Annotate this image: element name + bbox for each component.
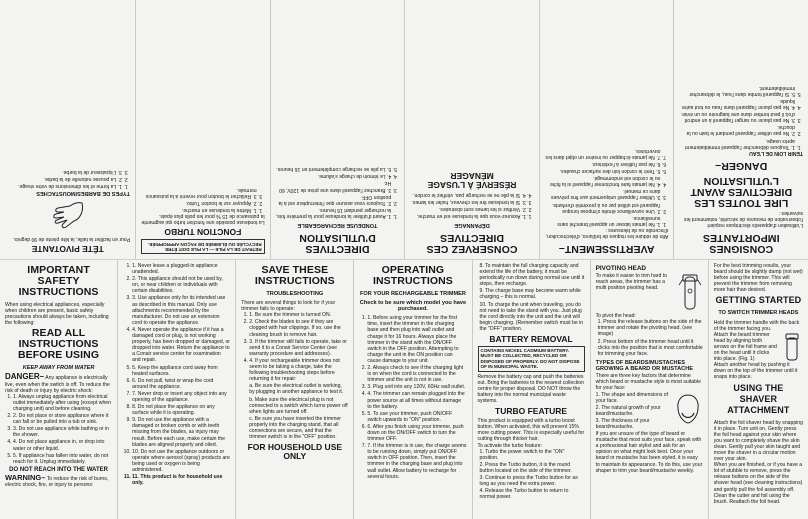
list-item: 4. 4. Ne pas placer l'appareil dans l'eau ou tout autre liquide. <box>679 98 795 110</box>
fr-warning-list <box>545 148 669 227</box>
list-item: 4. 4. Never operate the appliance if it has a damaged cord or plug, is not working properly, has been dropped or damaged, or dropped into water. Return the appliance to a Conair service center for examination and repair. <box>132 327 230 364</box>
pivot-text: To make it easier to trim hard to reach areas, the trimmer has a multi position pivoting head. <box>595 273 667 292</box>
pivot-intro-row <box>596 273 703 313</box>
list-item: 3. 3. Branchez l'appareil dans une prise de 120V, 60 Hz. <box>276 180 392 192</box>
fr-turbo-list <box>141 187 265 213</box>
fr-types-list <box>5 168 130 188</box>
fr-col-tete <box>0 0 135 259</box>
list-item: 2. 2. Ne pas utiliser l'appareil pendant le bain ou la douche. <box>679 124 795 136</box>
fr-col-consignes <box>673 0 808 259</box>
troubleshooting-title: TROUBLESHOOTING <box>266 291 324 297</box>
fr-operating-list <box>276 166 400 219</box>
list-item: 6. 6. Ne pas l'utiliser à l'extérieur. <box>545 161 661 167</box>
getting-started-sub: TO SWITCH TRIMMER HEADS <box>718 310 799 317</box>
list-item: 6. 6. After you finish using your trimmer, push down on the ON/OFF switch to turn the trimmer OFF. <box>367 424 466 442</box>
household-title: FOR HOUSEHOLD USE ONLY <box>247 442 343 462</box>
list-item: 2. 2. Toujours vous assurer que l'interrupteur est à la position OFF. <box>276 194 392 206</box>
battery-warning-box: CONTAINS NICKEL CADMIUM BATTERY. MUST BE COLLECTED, RECYCLED OR DISPOSED OF PROPERLY. DO NOT DISPOSE OF IN MUNICIPAL WASTE. <box>478 346 585 372</box>
types-title: TYPES OF BEARDS/MUSTACHES GROWING A BEARD OR MUSTACHE <box>595 359 693 373</box>
getting-started-intro: For the best trimming results, your beard should be slightly damp (not wet) before using the trimmer. This will prevent the trimmer from removing more hair than desired. <box>713 263 803 294</box>
list-item: 5. 5. Si l'appareil tombe dans l'eau, le débrancher immédiatement. <box>679 85 795 97</box>
fr-pivot-title: TÊTE PIVOTANTE <box>31 244 104 254</box>
types-text: If you are unsure of the type of beard or mustache that most suits your face, speak with a professional hair stylist and ask for an opinion on what might look best. Once your beard or mustache has been styled, it is easy to maintain its appearance. To do this, use your shaper to trim your beard/mustache weekly. <box>595 431 703 474</box>
list-item: 4. 4. The trimmer can remain plugged into the power source at all times without damage to the battery. <box>367 391 466 409</box>
operating-check: Check to be sure which model you have purchased. <box>359 300 467 313</box>
fr-household-title: RÉSERVÉ À L'USAGE MÉNAGER <box>427 170 517 190</box>
list-item: 1. 1. Avant d'utiliser la tondeuse pour la première fois, la recharger pendant 16 heures. <box>276 207 392 219</box>
fr-troubleshooting-list <box>410 192 534 219</box>
fr-consignes-title: CONSIGNES IMPORTANTES <box>702 232 780 255</box>
getting-started-row <box>714 332 803 362</box>
trimmer-icon <box>677 273 703 313</box>
getting-started-text-1: Hold the trimmer handle with the back of the trimmer facing you. <box>713 319 800 332</box>
fr-operating-sub: TONDEUSE RECHARGEABLE <box>297 222 378 228</box>
shaver-title: USING THE SHAVER ATTACHMENT <box>727 382 790 415</box>
fr-battery-box: RETRAIT DE LA PILE — LA PILE DOIT ÊTRE RECYCLÉE OU ÉLIMINÉE DE FAÇON APPROPRIÉE. <box>141 239 265 254</box>
list-item: 2. 2. La pousse naturelle de la barbe. <box>5 176 122 182</box>
list-item: 3. 3. Use appliance only for its intended use as described in this manual. Only use attachments recommended by the manufacturer. Do not use an extension cord to operate the appliance. <box>132 295 230 325</box>
list-item: 5. 5. To use your trimmer, push ON/OFF switch upwards to "ON" position. <box>367 411 466 423</box>
save-title: SAVE THESE INSTRUCTIONS <box>254 264 335 287</box>
list-item: 3. The thickness of your beard/mustache. <box>595 417 650 431</box>
list-item: 1. 1. Mettre la tondeuse en marche. <box>141 207 257 213</box>
fr-troubleshooting-title: DÉPANNAGE <box>454 222 490 228</box>
fr-operating-title: DIRECTIVES D'UTILISATION <box>299 232 376 255</box>
shaver-text-2: When you are finished, or if you have a lot of stubble to remove, press the release buttons on the side of the shaver head (see cleaning instructions) and gently pull the foil assembly off. Clean the cutter and foil using the brush. Reattach the foil head. <box>713 462 803 505</box>
list-item: 5. 5. If appliance has fallen into water, do not reach for it. Unplug immediately. <box>13 453 112 465</box>
types-row <box>596 392 703 432</box>
list-item: a. Be sure the electrical outlet is working, by plugging in another appliance to test it. <box>249 383 344 396</box>
list-item: 11. 11. This product is for household use only. <box>132 474 230 486</box>
do-not-reach-label: DO NOT REACH INTO THE WATER <box>9 466 108 473</box>
fr-warning-title: AVERTISSEMENT– <box>558 243 655 255</box>
safety-title: IMPORTANT SAFETY INSTRUCTIONS <box>18 264 99 298</box>
list-item: 7. 7. Never drop or insert any object into any opening of the appliance. <box>132 391 230 403</box>
list-item: 3. 3. Ne pas placer ou ranger l'appareil à un endroit d'où il peut tomber dans une baignoire ou un évier. <box>679 111 795 123</box>
col-operating <box>354 260 472 519</box>
list-item: 1. The shape and dimensions of your face. <box>595 391 669 404</box>
fr-col-turbo <box>135 0 270 259</box>
fr-danger-title: DANGER– <box>715 159 768 172</box>
fr-col-conservez <box>404 0 539 259</box>
list-item: b. Make sure the electrical plug is not connected to a switch which turns power off when lights are turned off. <box>249 396 348 415</box>
list-item: 2. 2. Une surveillance étroite s'impose lorsque l'appareil est utilisé par ou à proximité d'enfants. <box>545 201 661 213</box>
keep-away-label: KEEP AWAY FROM WATER <box>22 365 95 372</box>
warning-list <box>123 263 230 486</box>
fr-types-title: TYPES DE BARBES/MOUSTACHES <box>36 189 131 196</box>
list-item: 3. 3. Do not use appliance while bathing or in the shower. <box>13 426 112 438</box>
list-item: 5. 5. Keep the appliance cord away from heated surfaces. <box>132 365 230 377</box>
getting-started-text-3: Attach another head by pushing it down on the top of the trimmer until it snaps into place. <box>713 362 798 381</box>
col-safety <box>0 260 118 519</box>
list-item: 2. 2. This appliance should not be used by, on, or near children or individuals with certain disabilities. <box>132 276 230 294</box>
battery-text: Remove the battery cap and push the batteries out. Bring the batteries to the nearest collection centre for proper disposal. DO NOT throw the battery into the normal municipal waste systems. <box>477 373 584 405</box>
list-item: 3. Continue to press the Turbo button for as long as you need the extra power. <box>479 474 578 488</box>
fr-danger-list <box>679 85 803 150</box>
warning-text: To reduce the risk of burns, electric shock, fire, or injury to persons: <box>5 475 109 488</box>
operating-list <box>359 315 466 479</box>
fr-save-title: CONSERVEZ CES DIRECTIVES <box>426 232 518 255</box>
pivot-list <box>596 319 703 357</box>
list-item: 1. 1. Before using your trimmer for the first time, insert the trimmer in the charging base and then plug into wall outlet and charge it for 16 hours. Always place the trimmer in the stand with the ON/OFF switch in the OFF position. Attempting to charge the unit in the ON position can cause damage to your unit. <box>367 315 466 364</box>
getting-started-title: GETTING STARTED <box>715 295 802 306</box>
list-item: 1. 1. Assurez-vous que la tondeuse est en marche. <box>410 213 526 219</box>
list-item: 4. Release the Turbo button to return to normal power. <box>479 488 569 501</box>
turbo-sub: To activate the turbo feature: <box>477 442 543 449</box>
danger-paragraph <box>5 374 112 393</box>
list-item: 1. 1. Never leave a plugged-in appliance unattended. <box>132 263 230 275</box>
col-warnings <box>118 260 236 519</box>
fr-turbo-text: La tondeuse possède une fonction turbo qui augmente la puissance de 15 % pour les poils plus épais. <box>141 213 265 226</box>
list-item: 4. 4. Si la pile ne se recharge pas, vérifiez le cordon. <box>410 192 526 198</box>
list-item: 10. To charge the unit when traveling, you do not need to take the stand with you. Just plug the cord directly into the unit and the unit will begin charging. (Remember switch must be in the "OFF" position. <box>479 301 584 332</box>
list-item: 1. 1. Always unplug appliance from electrical outlet immediately after using (except when charging unit) and before cleaning. <box>13 394 112 412</box>
list-item: 10. 10. Do not use the appliance outdoors or operate where aerosol (spray) products are being used or oxygen is being administered. <box>132 449 230 473</box>
danger-word: DANGER– <box>5 372 45 382</box>
hand-icon <box>48 199 88 233</box>
list-item: 1. Press the release buttons on the side of the trimmer and rotate the pivoting head. (see image) <box>597 319 702 338</box>
list-item: 3. 3. Relâcher le bouton pour revenir à la puissance normale. <box>141 187 257 199</box>
trimmer-icon <box>781 332 803 362</box>
list-item: 4. 4. Le témoin de charge s'allume. <box>276 173 392 179</box>
list-item: 2. 2. Do not place or store appliance where it can fall or be pulled into a tub or sink. <box>13 413 112 425</box>
fr-col-avertissement <box>539 0 674 259</box>
operating-title: OPERATING INSTRUCTIONS <box>372 264 453 287</box>
safety-intro: When using electrical appliances, especially when children are present, basic safety precautions should always be taken, including the following: <box>5 302 109 327</box>
list-item: 7. 7. Ne jamais échapper ou insérer un objet dans les ouvertures. <box>545 148 661 160</box>
col-pivot <box>591 260 709 519</box>
list-item: 1. Turbo the power switch to the "ON" position. <box>479 448 565 461</box>
turbo-list <box>478 449 585 501</box>
fr-warning-intro: Afin de réduire les risques de brûlures, d'électrocution, d'incendie ou de blessures : <box>545 226 669 239</box>
read-all-title: READ ALL INSTRUCTIONS BEFORE USING <box>18 327 100 362</box>
list-item: 1. 1. Ne jamais laisser un appareil branché sans surveillance. <box>545 215 661 227</box>
list-item: 4. 4. Do not place appliance in, or drop into water or other liquid. <box>13 439 112 451</box>
pivot-title: PIVOTING HEAD <box>595 265 647 272</box>
list-item: 1. 1. Be sure the trimmer is turned ON. <box>249 312 348 318</box>
col-battery-turbo <box>473 260 591 519</box>
french-section <box>0 0 808 259</box>
list-item: 6. 6. Do not pull, twist or wrap the cord around the appliance. <box>132 378 230 390</box>
fr-consignes-intro: L'utilisation d'appareils électriques requiert l'observation de mesures de sécurité, notamment les suivantes : <box>683 209 803 228</box>
fr-danger-sub: TENIR LOIN DE L'EAU <box>749 149 803 156</box>
list-item: 9. 9. Do not use the appliance with a damaged or broken comb or with teeth missing from the blades, as injury may result. Before each use, make certain the blades are aligned properly and oiled. <box>132 417 230 447</box>
list-item: 3. 3. Plug unit into any 120V, 60Hz wall outlet. <box>367 384 466 390</box>
face-silhouette-icon <box>673 392 703 426</box>
list-item: 2. 2. Check the blades to see if they are clogged with hair clippings. If so, use the cleaning brush to remove hair. <box>249 319 348 337</box>
list-item: 2. Press the Turbo button, it is the round button located on the side of the trimmer. <box>479 461 572 474</box>
list-item: 3. 3. Si la tondeuse tire les cheveux, huiler les lames. <box>410 199 526 205</box>
types-list <box>596 392 670 432</box>
turbo-title: TURBO FEATURE <box>495 406 568 417</box>
list-item: 2. Press bottom of the trimmer head until it clicks into the position that is most comfortable for trimming your face. <box>597 338 703 357</box>
list-item: 7. 7. If the trimmer is in use, the charge seems to be running down, simply put ON/OFF switch in OFF position. Then, insert the trimmer in the charging base and plug into wall outlet. Allow battery to recharge for several hours. <box>367 443 466 480</box>
danger-text: Any appliance is electrically live, even when the switch is off. To reduce the risk of death or injury by electric shock: <box>5 375 110 394</box>
list-item: 1. 1. Toujours débrancher l'appareil immédiatement après usage. <box>679 137 795 149</box>
shaver-text: Attach the foil shaver head by snapping it in place. Turn unit on. Gently press the foil head against your skin where you want to completely shave the skin clean. Gently pull your skin taught and move the shaver in a circular motion over your skin. <box>713 419 803 463</box>
battery-removal-title: BATTERY REMOVAL <box>489 334 573 345</box>
english-section <box>0 260 808 519</box>
turbo-text: This product is equipped with a turbo boost button. When activated, this will prevent 15% more cutting power. This is especially useful for cutting through thicker hair. <box>477 418 585 443</box>
fr-pivot-text: Pour en faciliter la taille, la tête pivote de 90 degrés. <box>13 236 131 242</box>
list-item: 9. The charge base may become warm while charging – this is normal. <box>479 288 581 301</box>
list-item: 4. 4. If your rechargeable trimmer does not seem to be taking a charge, take the following troubleshooting steps before returning it for repair: <box>249 358 348 382</box>
danger-list <box>5 394 112 465</box>
list-item: 2. 2. Vérifiez si les lames sont obstruées. <box>410 206 526 212</box>
list-item: 3. 3. Utiliser l'appareil uniquement aux fins prévues dans ce manuel. <box>545 188 661 200</box>
troubleshooting-intro: There are several things to look for if your trimmer fails to operate: <box>241 300 336 313</box>
list-item: 2. The natural growth of your beard/mustache. <box>595 404 661 417</box>
list-item: 3. 3. L'épaisseur de la barbe. <box>5 168 122 174</box>
warning-paragraph <box>5 472 112 488</box>
list-item: 4. 4. Ne jamais faire fonctionner l'appareil si la fiche ou le cordon est endommagé. <box>545 175 661 187</box>
getting-started-text-2: Attach the beard trimmer head by aligning both arrows on the foil frame and on the head until it clicks into place. (Fig. 1) <box>713 331 777 363</box>
fr-turbo-title: FONCTION TURBO <box>164 227 242 238</box>
list-item: 8. 8. Do not place the appliance on any surface while it is operating. <box>132 404 230 416</box>
list-item: 5. 5. La pile se recharge complètement en 16 heures. <box>276 166 392 172</box>
list-item: 5. 5. Tenir le cordon loin des surfaces chaudes. <box>545 168 661 174</box>
pivot-sub: To pivot the head: <box>595 313 636 320</box>
fr-col-directives <box>270 0 405 259</box>
list-item: 8. To maintain the full charging capacity and extend the life of the battery, it must be periodically run down during normal use until it stops, then recharge. <box>479 263 585 288</box>
col-getting-started <box>709 260 808 519</box>
list-item: c. Be sure you have inserted the trimmer properly into the charging stand, that all connections are secure, and that the trimmer switch is in the "OFF" position. <box>249 415 341 441</box>
list-item: 1. 1. La forme et les dimensions de votre visage. <box>5 183 122 189</box>
list-item: 3. 3. If the trimmer still fails to operate, take or send it to a Conair Service Center (see warranty procedure and addresses). <box>249 339 348 357</box>
warning-word: WARNING– <box>5 472 46 482</box>
operating-sub: FOR YOUR RECHARGEABLE TRIMMER <box>360 291 466 297</box>
col-save <box>236 260 354 519</box>
list-item: 2. 2. Appuyer sur le bouton Turbo. <box>141 200 257 206</box>
list-item: 2. 2. Always check to see if the charging light is on when the cord is connected to the trimmer and the unit is not in use. <box>367 365 466 383</box>
fr-read-title: LIRE TOUTES LES DIRECTIVES AVANT L'UTILISATION <box>690 174 793 209</box>
operating-list-continued <box>478 263 585 332</box>
troubleshooting-list <box>241 312 348 440</box>
types-intro: There are three key factors that determine which beard or mustache style is most suitable for your face: <box>595 373 701 392</box>
